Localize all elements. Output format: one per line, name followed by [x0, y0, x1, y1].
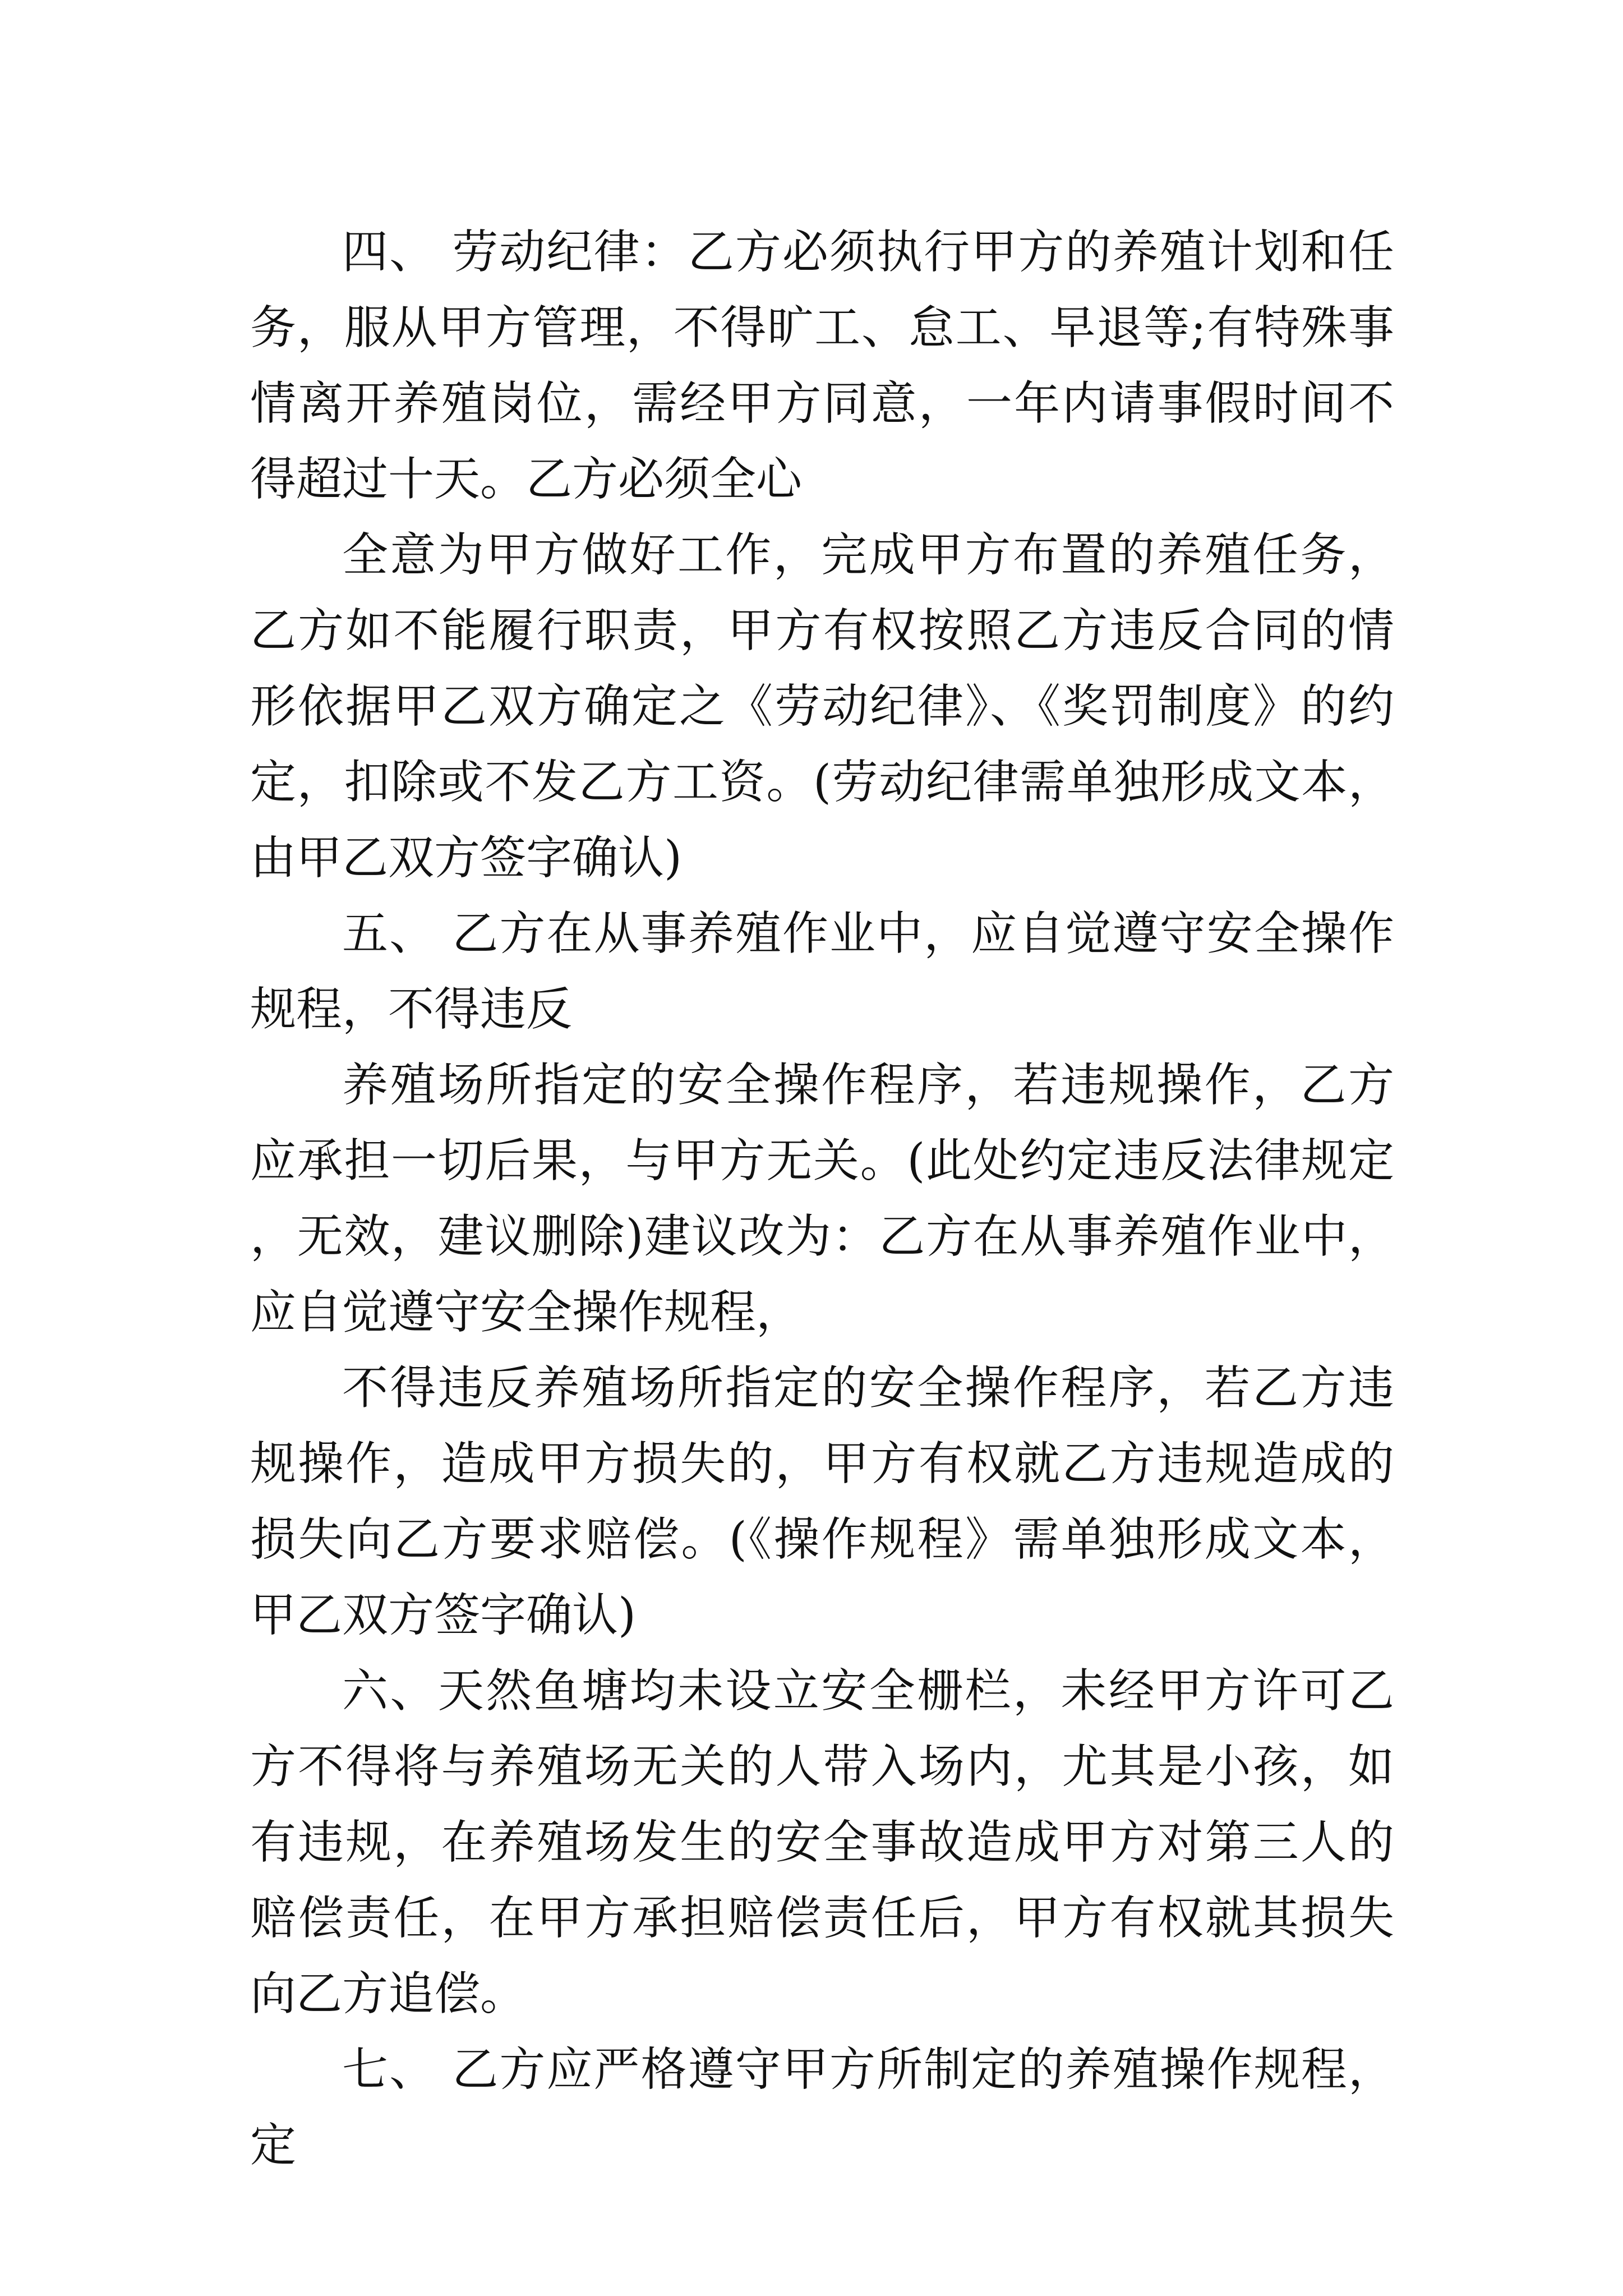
paragraph-labor-discipline-continued: 全意为甲方做好工作，完成甲方布置的养殖任务， 乙方如不能履行职责，甲方有权按照乙方违反合同的情形依据甲乙双方确定之《劳动纪律》、《奖罚制度》的约定，扣除或不发乙方工资。(劳动纪律需单独形成文本，由甲乙双方签字确认): [250, 528, 1394, 885]
paragraph-safety-operation: 五、 乙方在从事养殖作业中，应自觉遵守安全操作规程，不得违反: [250, 907, 1394, 1036]
paragraph-fishpond-safety: 六、天然鱼塘均未设立安全栅栏，未经甲方许可乙方不得将与养殖场无关的人带入场内，尤其是小孩，如有违规，在养殖场发生的安全事故造成甲方对第三人的赔偿责任，在甲方承担赔偿责任后，甲方有权就其损失向乙方追偿。: [250, 1664, 1394, 2021]
paragraph-operating-rules: 七、 乙方应严格遵守甲方所制定的养殖操作规程，定: [250, 2043, 1394, 2172]
paragraph-labor-discipline: 四、 劳动纪律：乙方必须执行甲方的养殖计划和任务，服从甲方管理，不得旷工、怠工、早退等;有特殊事情离开养殖岗位，需经甲方同意，一年内请事假时间不得超过十天。乙方必须全心: [250, 226, 1394, 506]
document-body: [250, 214, 1394, 2183]
paragraph-safety-operation-revision: 不得违反养殖场所指定的安全操作程序，若乙方违规操作，造成甲方损失的，甲方有权就乙方违规造成的损失向乙方要求赔偿。(《操作规程》需单独形成文本，甲乙双方签字确认): [250, 1361, 1394, 1642]
paragraph-safety-operation-continued: 养殖场所指定的安全操作程序，若违规操作，乙方应承担一切后果，与甲方无关。(此处约定违反法律规定，无效，建议删除)建议改为：乙方在从事养殖作业中，应自觉遵守安全操作规程，: [250, 1059, 1394, 1339]
